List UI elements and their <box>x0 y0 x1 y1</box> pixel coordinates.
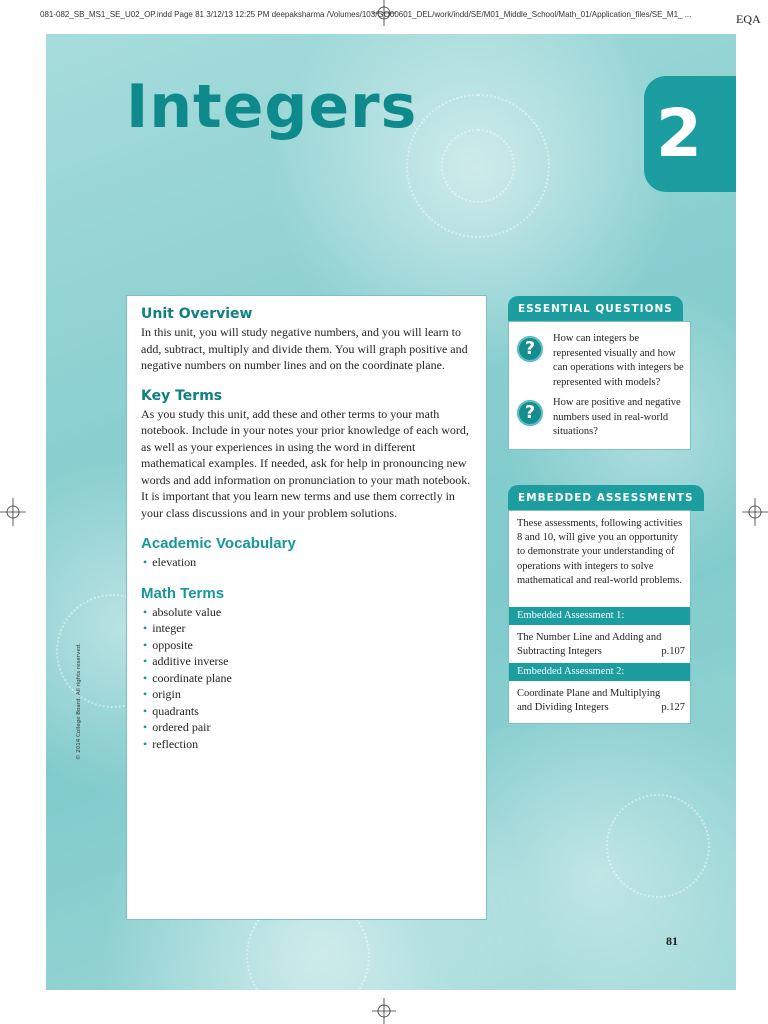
fractal-swirl-decoration <box>606 794 710 898</box>
page-area <box>46 34 736 990</box>
bullet-icon: • <box>143 720 148 734</box>
embedded-assessments-label: EMBEDDED ASSESSMENTS <box>508 485 704 511</box>
unit-title: Integers <box>126 72 418 142</box>
registration-mark-left-icon <box>0 498 26 526</box>
essential-questions-label: ESSENTIAL QUESTIONS <box>508 296 683 322</box>
question-icon: ? <box>517 336 543 362</box>
list-item: • absolute value <box>143 604 222 619</box>
list-item: • additive inverse <box>143 654 229 668</box>
registration-mark-right-icon <box>742 498 768 526</box>
bullet-icon: • <box>143 654 148 668</box>
bullet-icon: • <box>143 670 148 685</box>
bullet-icon: • <box>143 621 148 635</box>
list-item <box>517 332 687 392</box>
embedded-assessment-2-heading: Embedded Assessment 2: <box>509 663 690 681</box>
eqa-mark: EQA <box>736 12 761 26</box>
unit-number-tab: 2 <box>644 76 736 192</box>
bullet-icon: • <box>143 687 148 701</box>
fractal-swirl-decoration <box>441 129 515 203</box>
embedded-assessment-1-body: The Number Line and Adding and Subtracting Integers p.107 <box>517 631 685 659</box>
bullet-icon: • <box>143 703 148 718</box>
academic-vocabulary-heading: Academic Vocabulary <box>141 535 296 552</box>
embedded-assessment-1-heading: Embedded Assessment 1: <box>509 607 690 625</box>
list-item: • integer <box>143 621 186 635</box>
list-item: • quadrants <box>143 703 199 718</box>
print-slug: 081-082_SB_MS1_SE_U02_OP.indd Page 81 3/12/13 12:25 PM deepaksharma /Volumes/103/GO00601_DEL/work/indd/SE/M01_Middle_School/Math_01/Application_files/SE_M1_ ... <box>40 10 692 19</box>
essential-question-text: How are positive and negative numbers used in real-world situations? <box>553 397 681 437</box>
list-item: • reflection <box>143 736 199 751</box>
math-terms-list <box>141 604 472 753</box>
key-terms-heading: Key Terms <box>141 387 223 404</box>
bullet-icon: • <box>143 555 148 569</box>
essential-questions-box <box>508 321 691 450</box>
list-item: • origin <box>143 687 181 701</box>
page-reference: p.127 <box>661 702 685 714</box>
bullet-icon: • <box>143 604 148 619</box>
unit-overview-text: In this unit, you will study negative numbers, and you will learn to add, subtract, multiply and divide them. You will graph positive and negative numbers on number lines and on the coordinate plane. <box>141 325 468 372</box>
math-terms-heading: Math Terms <box>141 584 225 602</box>
list-item: • ordered pair <box>143 720 211 734</box>
unit-overview-panel <box>126 295 487 920</box>
unit-overview-heading: Unit Overview <box>141 306 253 322</box>
embedded-assessment-2-body: Coordinate Plane and Multiplying and Dividing Integers p.127 <box>517 687 685 715</box>
page-reference: p.107 <box>661 646 685 658</box>
registration-mark-bottom-icon <box>372 998 396 1024</box>
registration-mark-top-icon <box>372 0 396 26</box>
list-item <box>517 396 687 444</box>
question-icon: ? <box>517 400 543 426</box>
bullet-icon: • <box>143 637 148 652</box>
embedded-assessments-intro: These assessments, following activities 8 and 10, will give you an opportunity to demonstrate your understanding of operations with integers to solve mathematical and real-world problems. <box>517 518 683 586</box>
academic-vocabulary-list <box>141 554 472 571</box>
bullet-icon: • <box>143 736 148 751</box>
list-item: • opposite <box>143 637 193 652</box>
list-item: • coordinate plane <box>143 670 232 685</box>
list-item: • elevation <box>143 555 197 569</box>
page-number: 81 <box>666 934 678 948</box>
key-terms-text: As you study this unit, add these and other terms to your math notebook. Include in your notes your prior knowledge of each word, as well as your experiences in using the word in different mathematical examples. If needed, ask for help in pronouncing new words and add information on pronunciation to your math notebook. It is important that you learn new terms and use them correctly in your class discussions and in your problem solutions. <box>141 406 471 520</box>
essential-question-text: How can integers be represented visually and how can operations with integers be represented with models? <box>553 333 684 388</box>
embedded-assessments-box <box>508 510 691 724</box>
copyright-notice: © 2014 College Board. All rights reserved. <box>76 643 82 760</box>
